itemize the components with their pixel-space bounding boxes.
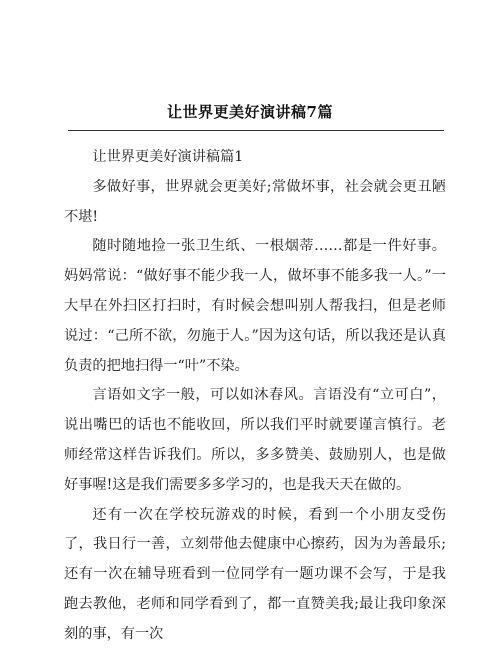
document-body (64, 143, 446, 650)
paragraph: 还有一次在学校玩游戏的时候，看到一个小朋友受伤了，我日行一善，立刻带他去健康中心擦药，因为为善最乐;还有一次在辅导班看到一位同学有一题功课不会写，于是我跑去教他，老师和同学看到了，都一直赞美我;最让我印象深刻的事，有一次 (64, 506, 446, 642)
paragraph: 随时随地捡一张卫生纸、一根烟蒂……都是一件好事。妈妈常说：“做好事不能少我一人，做坏事不能多我一人。”一大早在外扫区打扫时，有时候会想叫别人帮我扫，但是老师说过：“己所不欲，勿施于人。”因为这句话，所以我还是认真负责的把地扫得一“叶”不染。 (64, 238, 446, 374)
document-title: 让世界更美好演讲稿7篇 (167, 103, 333, 121)
paragraph: 多做好事，世界就会更美好;常做坏事，社会就会更丑陋不堪! (64, 178, 446, 225)
section-heading: 让世界更美好演讲稿篇1 (92, 149, 244, 165)
title-divider (68, 130, 444, 131)
paragraph: 言语如文字一般，可以如沐春风。言语没有“立可白”，说出嘴巴的话也不能收回，所以我们平时就要谨言慎行。老师经常这样告诉我们。所以，多多赞美、鼓励别人，也是做好事喔!这是我们需要多多学习的，也是我天天在做的。 (64, 387, 446, 493)
